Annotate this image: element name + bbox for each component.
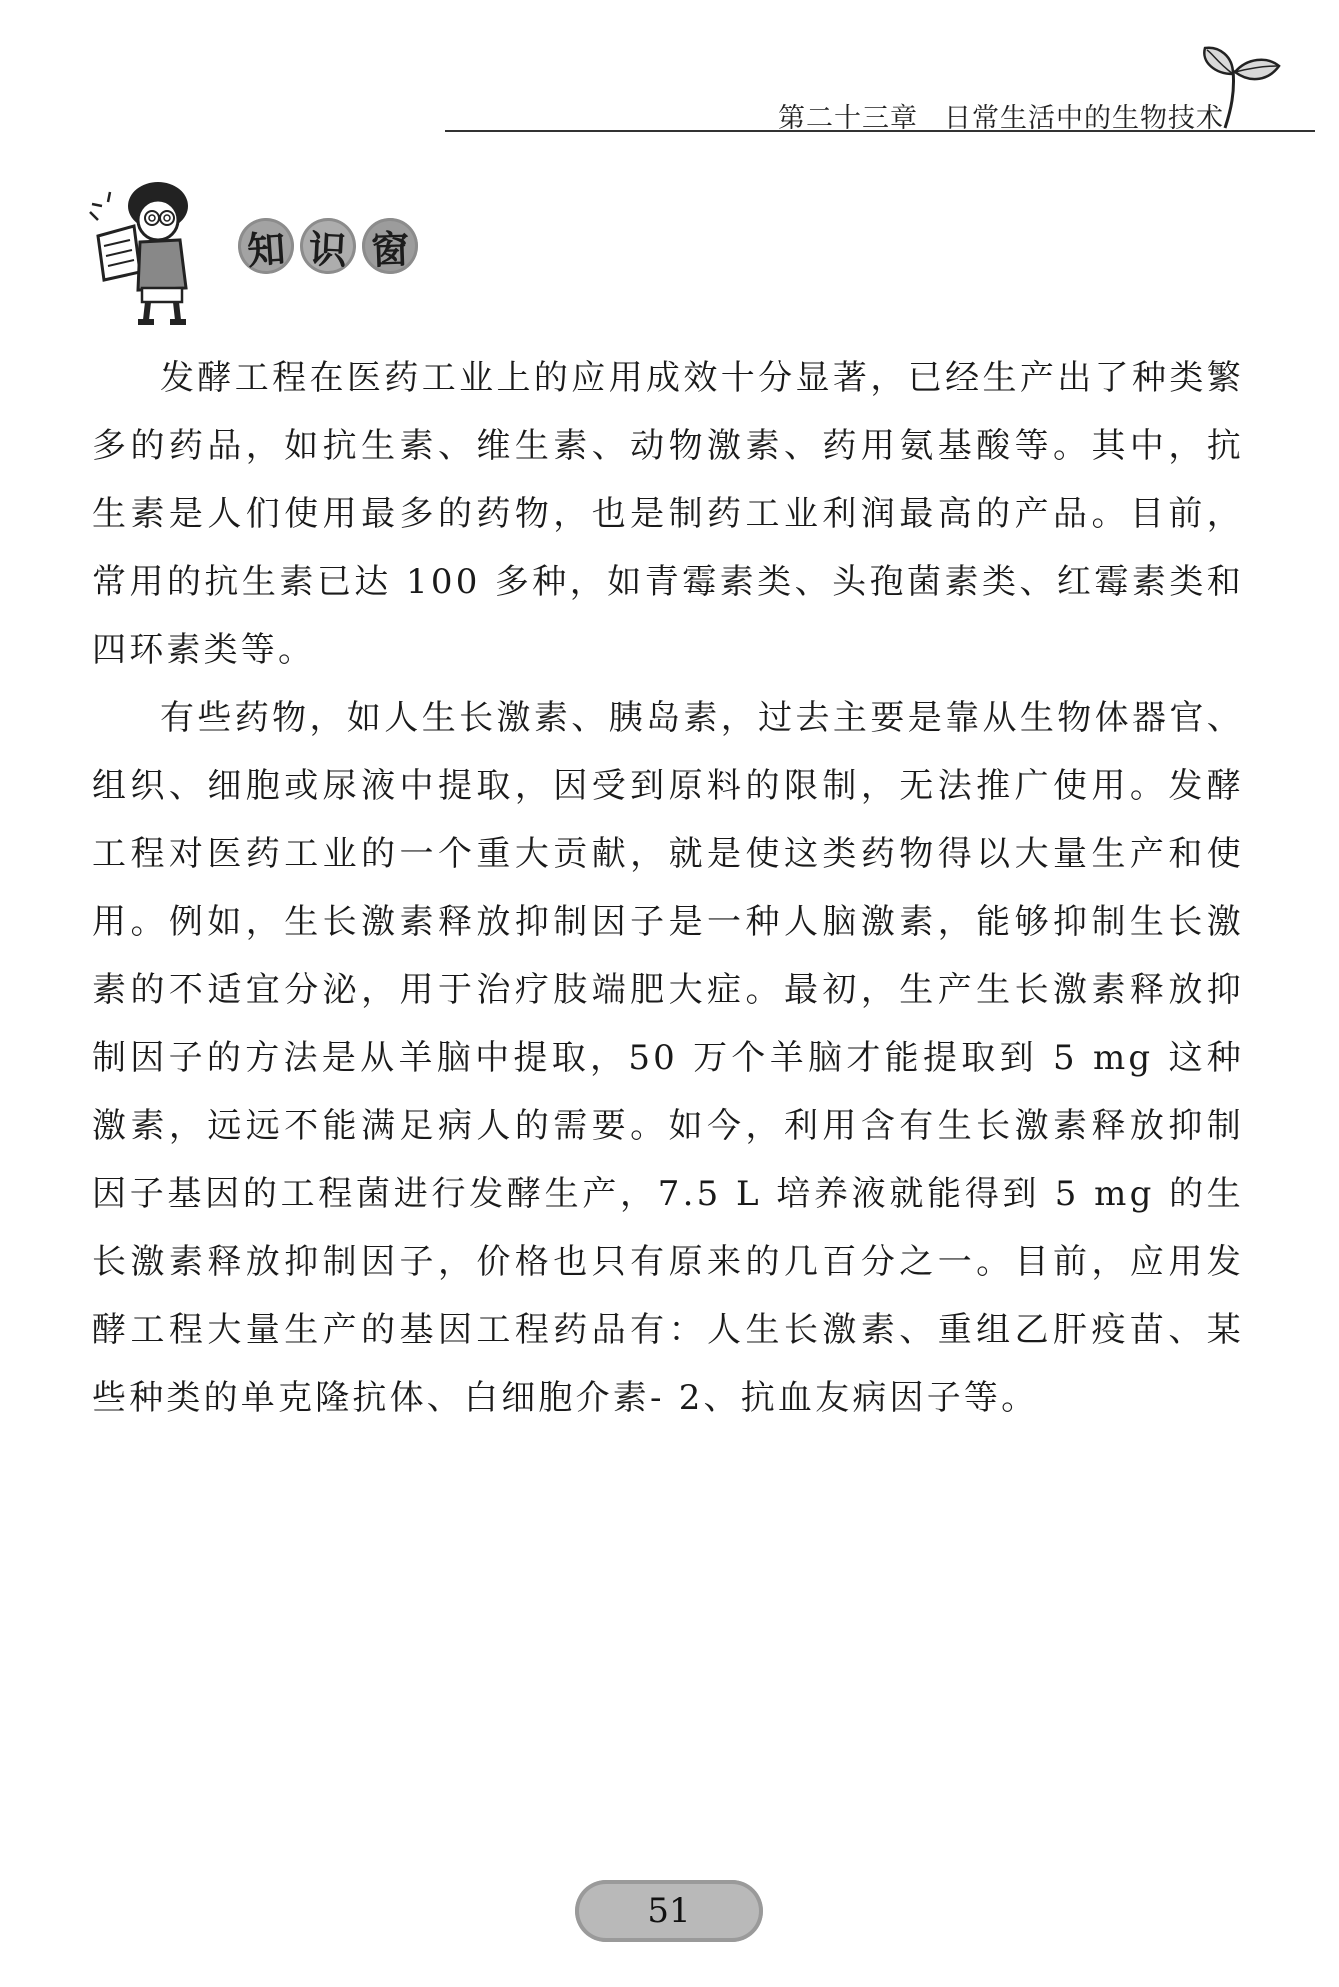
body-text <box>92 344 1244 1432</box>
header-rule <box>445 130 1315 132</box>
title-char: 窗 <box>361 217 419 275</box>
sprout-icon <box>1195 40 1295 130</box>
reading-child-icon <box>88 176 218 326</box>
chapter-label: 第二十三章 <box>778 103 918 134</box>
chapter-title: 日常生活中的生物技术 <box>944 103 1224 134</box>
knowledge-window-title <box>238 218 418 274</box>
page-number-badge <box>575 1880 763 1942</box>
paragraph: 有些药物，如人生长激素、胰岛素，过去主要是靠从生物体器官、组织、细胞或尿液中提取，因受到原料的限制，无法推广使用。发酵工程对医药工业的一个重大贡献，就是使这类药物得以大量生产和使用。例如，生长激素释放抑制因子是一种人脑激素，能够抑制生长激素的不适宜分泌，用于治疗肢端肥大症。最初，生产生长激素释放抑制因子的方法是从羊脑中提取，50 万个羊脑才能提取到 5 mg 这种激素，远远不能满足病人的需要。如今，利用含有生长激素释放抑制因子基因的工程菌进行发酵生产，7.5 L 培养液就能得到 5 mg 的生长激素释放抑制因子，价格也只有原来的几百分之一。目前，应用发酵工程大量生产的基因工程药品有：人生长激素、重组乙肝疫苗、某些种类的单克隆抗体、白细胞介素- 2、抗血友病因子等。 <box>92 698 1244 1418</box>
page-number: 51 <box>647 1891 691 1931</box>
paragraph: 发酵工程在医药工业上的应用成效十分显著，已经生产出了种类繁多的药品，如抗生素、维生素、动物激素、药用氨基酸等。其中，抗生素是人们使用最多的药物，也是制药工业利润最高的产品。目前，常用的抗生素已达 100 多种，如青霉素类、头孢菌素类、红霉素类和四环素类等。 <box>92 358 1244 670</box>
title-char: 知 <box>236 216 296 276</box>
title-char: 识 <box>299 217 358 276</box>
